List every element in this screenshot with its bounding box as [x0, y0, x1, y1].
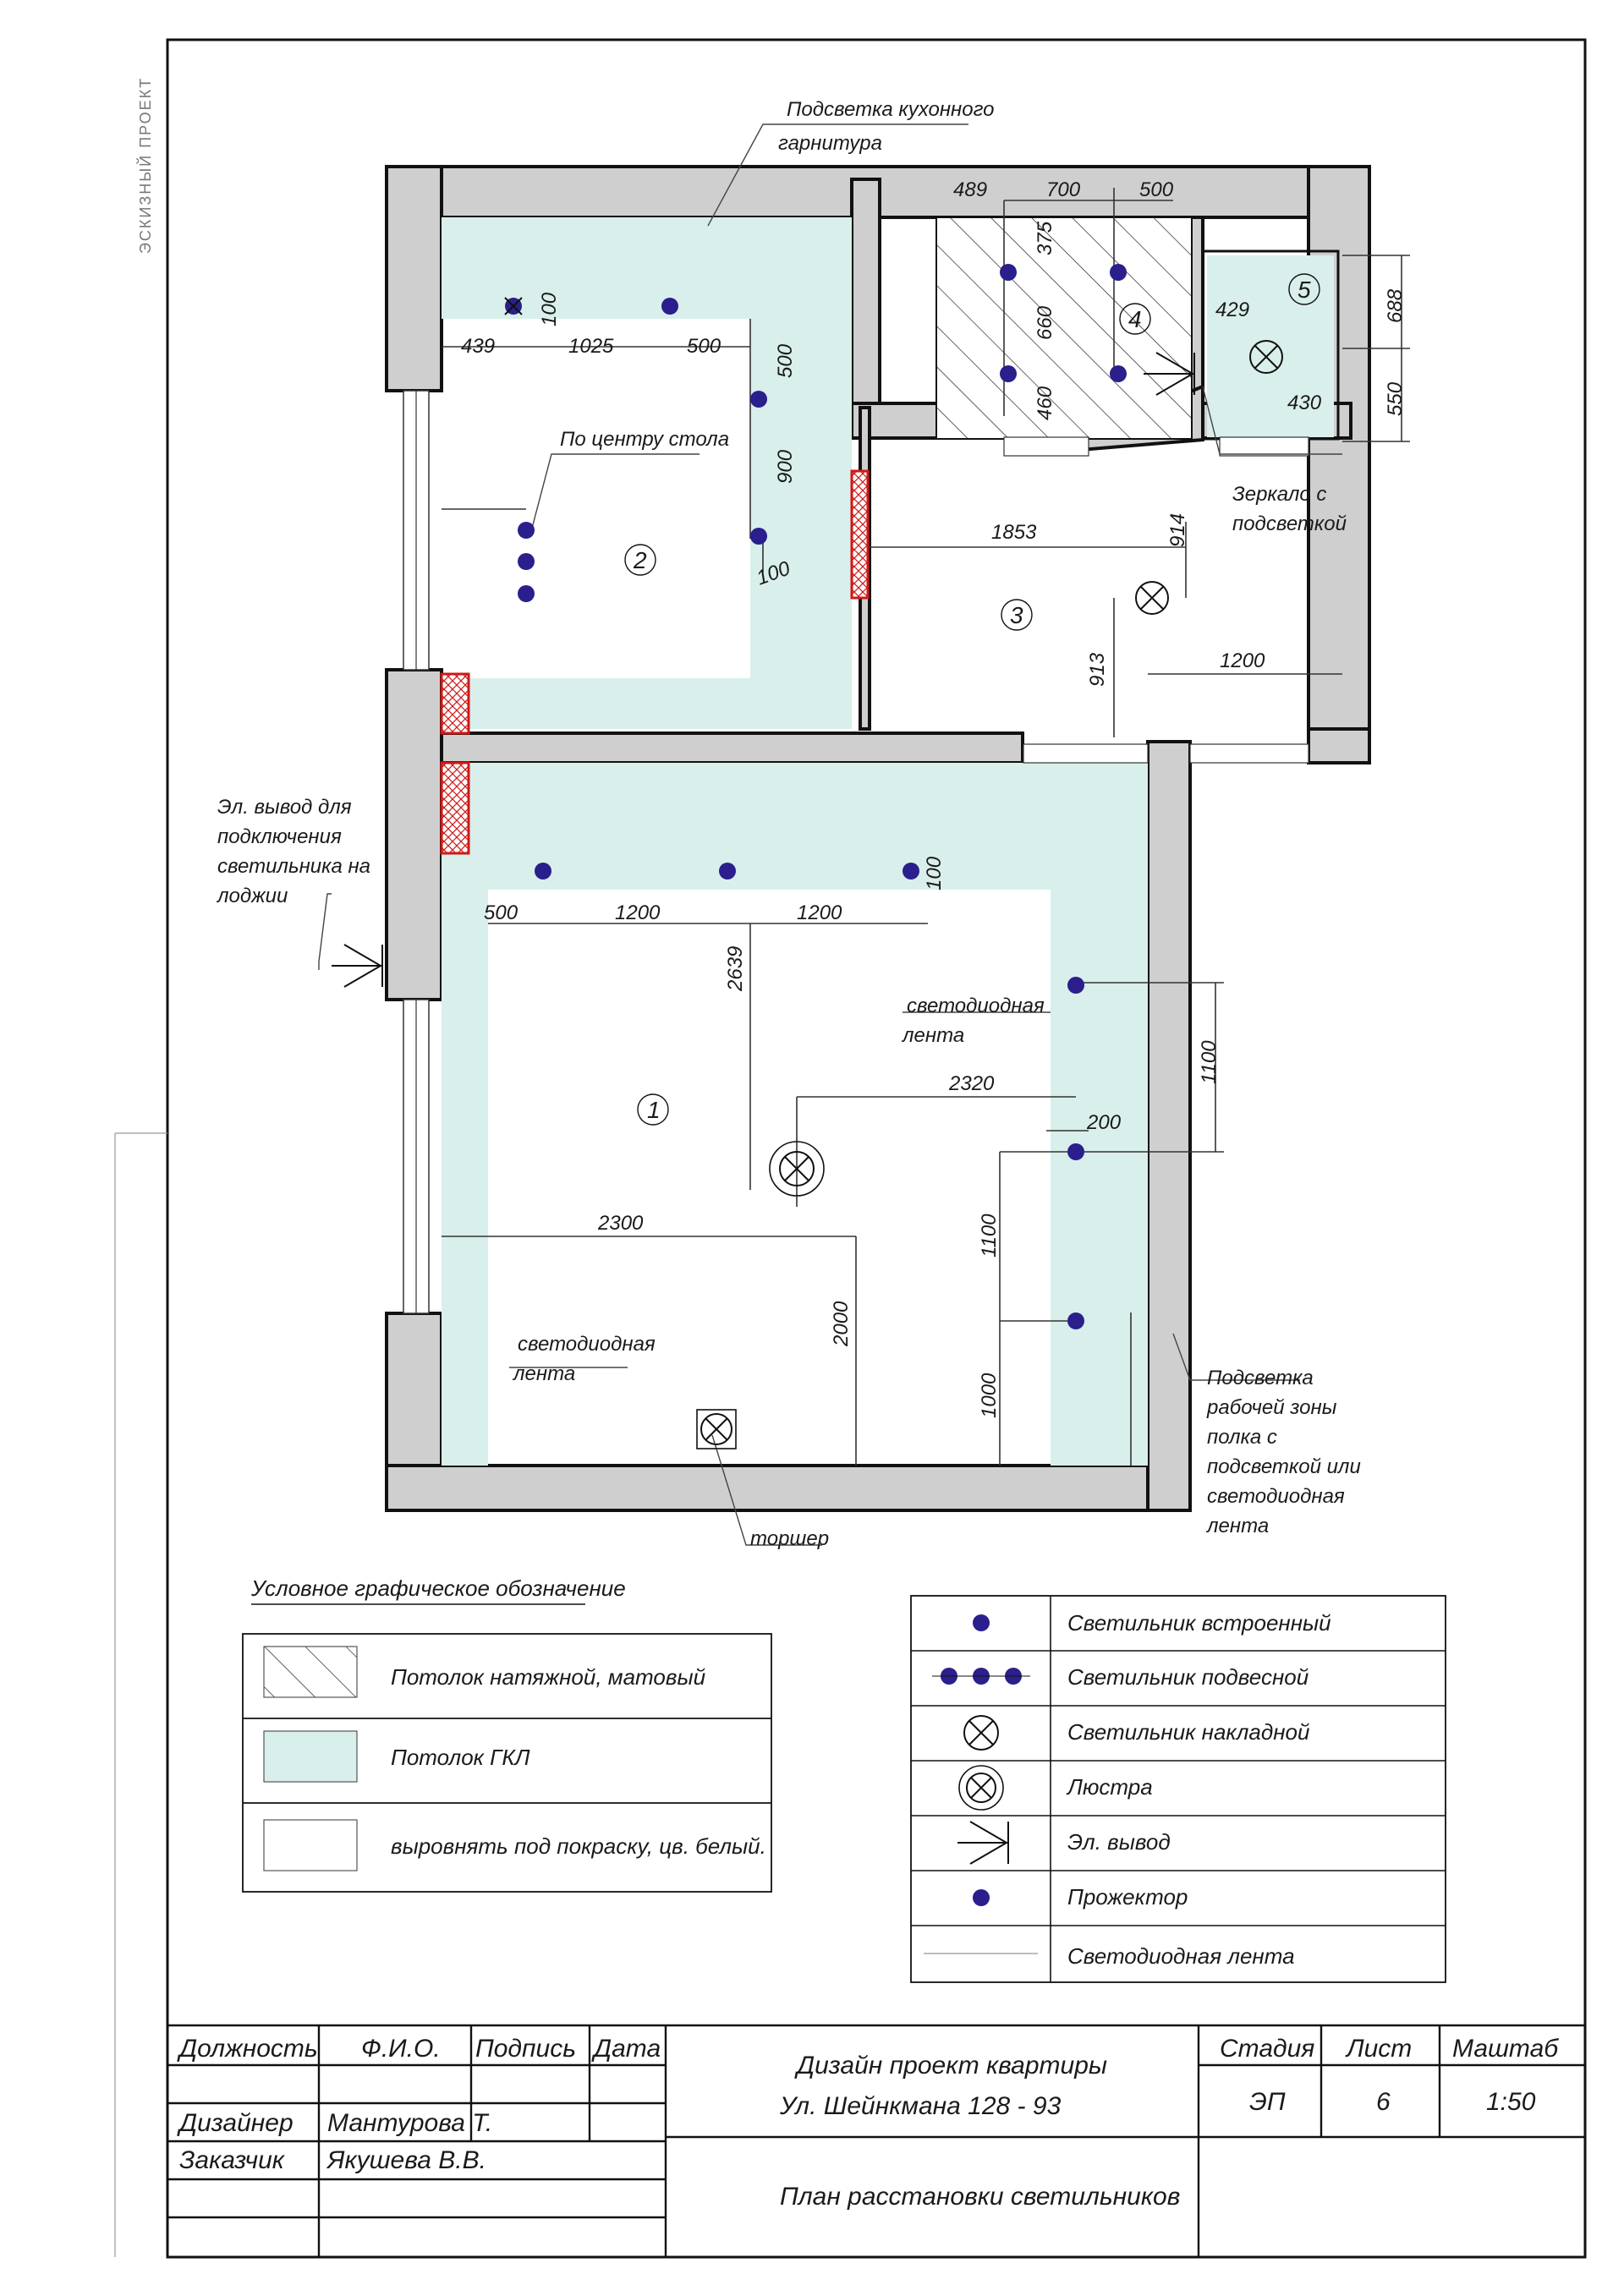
- legend-stretch: Потолок натяжной, матовый: [391, 1664, 706, 1690]
- tb-scale-header: Маштаб: [1452, 2035, 1559, 2063]
- dim: 100: [538, 292, 561, 326]
- tb-sheet-title: План расстановки светильников: [780, 2183, 1181, 2211]
- legend-recessed-icon: [973, 1614, 990, 1631]
- legend-el-output: Эл. вывод: [1067, 1829, 1171, 1855]
- dim: 100: [753, 556, 793, 590]
- legend-right-table: [911, 1596, 1446, 1982]
- dim: 700: [1046, 178, 1081, 201]
- spot: [903, 863, 919, 879]
- note-work-zone-2: рабочей зоны: [1207, 1396, 1337, 1419]
- dim: 439: [461, 335, 496, 358]
- dim: 1200: [1220, 649, 1265, 672]
- dim: 1100: [1198, 1040, 1221, 1084]
- spot: [1067, 1312, 1084, 1329]
- spot: [1000, 365, 1017, 382]
- tb-project-line-1: Дизайн проект квартиры: [797, 2052, 1107, 2080]
- room-5-label: 5: [1298, 277, 1311, 303]
- note-el-output-3: светильника на: [217, 855, 371, 878]
- note-work-zone-4: подсветкой или: [1207, 1455, 1361, 1478]
- spot: [719, 863, 736, 879]
- spot: [1110, 264, 1127, 281]
- note-el-output: Эл. вывод для: [217, 796, 352, 819]
- dim: 500: [774, 343, 797, 378]
- note-work-zone-6: лента: [1207, 1515, 1270, 1537]
- tb-stage: ЭП: [1249, 2088, 1286, 2116]
- dim: 500: [484, 901, 518, 924]
- dim: 375: [1034, 221, 1056, 255]
- legend-projector: Прожектор: [1067, 1884, 1188, 1910]
- spot: [750, 391, 767, 408]
- note-el-output-2: подключения: [217, 825, 342, 848]
- legend-title: Условное графическое обозначение: [251, 1575, 626, 1601]
- legend-pendant: Светильник подвесной: [1067, 1664, 1309, 1690]
- spot: [1000, 264, 1017, 281]
- dim: 100: [923, 856, 946, 890]
- legend: [243, 1575, 1446, 1982]
- legend-recessed: Светильник встроенный: [1067, 1610, 1331, 1636]
- legend-surface: Светильник накладной: [1067, 1719, 1310, 1745]
- dim: 550: [1384, 381, 1407, 416]
- spot: [518, 585, 535, 602]
- spot: [1067, 1143, 1084, 1160]
- note-led-2b: лента: [513, 1362, 576, 1385]
- dim: 460: [1034, 386, 1056, 420]
- legend-surface-icon: [964, 1716, 998, 1750]
- tb-header-date: Дата: [594, 2035, 661, 2063]
- dim: 1853: [991, 521, 1037, 544]
- vent-2: [442, 674, 469, 733]
- note-work-zone-5: светодиодная: [1207, 1485, 1345, 1508]
- dim: 429: [1215, 299, 1250, 321]
- dim: 660: [1034, 305, 1056, 340]
- tb-header-name: Ф.И.О.: [361, 2035, 441, 2063]
- legend-paint: выровнять под покраску, цв. белый.: [391, 1833, 766, 1859]
- dim: 913: [1086, 652, 1109, 687]
- note-led-1: светодиодная: [907, 995, 1045, 1017]
- room-1-label: 1: [647, 1097, 661, 1123]
- tb-scale: 1:50: [1486, 2088, 1536, 2116]
- tb-role-designer: Дизайнер: [179, 2109, 294, 2137]
- note-work-zone-3: полка с: [1207, 1426, 1277, 1449]
- vent-1: [852, 471, 868, 598]
- side-label: ЭСКИЗНЫЙ ПРОЕКТ: [137, 76, 154, 254]
- dim: 500: [687, 335, 721, 358]
- tb-header-position: Должность: [179, 2035, 318, 2063]
- torchere-symbol: [697, 1410, 736, 1449]
- note-kitchen-light: Подсветка кухонного: [787, 98, 995, 121]
- tb-sheet: 6: [1376, 2088, 1391, 2116]
- stretch-ceiling-bath: [936, 217, 1192, 439]
- spot: [1067, 977, 1084, 994]
- legend-projector-icon: [973, 1889, 990, 1906]
- dim: 1000: [978, 1373, 1001, 1418]
- note-led-2: светодиодная: [518, 1333, 656, 1356]
- dim: 2320: [949, 1072, 995, 1095]
- title-block: [167, 2025, 1585, 2257]
- spot: [518, 553, 535, 570]
- spot: [750, 528, 767, 545]
- note-table-center: По центру стола: [560, 428, 730, 451]
- dim: 2639: [724, 945, 747, 991]
- legend-chandelier-icon: [959, 1766, 1003, 1810]
- note-work-zone: Подсветка: [1207, 1367, 1314, 1389]
- tb-project-line-2: Ул. Шейнкмана 128 - 93: [780, 2092, 1062, 2120]
- dim: 500: [1139, 178, 1174, 201]
- legend-gkl: Потолок ГКЛ: [391, 1745, 530, 1770]
- spot: [518, 522, 535, 539]
- spot: [505, 298, 522, 315]
- floor-plan: [216, 98, 1410, 1550]
- spot: [535, 863, 551, 879]
- legend-el-output-icon: [957, 1822, 1008, 1864]
- legend-chandelier: Люстра: [1067, 1774, 1153, 1800]
- surface-fixture-hall: [1136, 582, 1168, 614]
- dim: 900: [774, 449, 797, 484]
- note-mirror-2: подсветкой: [1232, 512, 1347, 535]
- dim: 489: [953, 178, 988, 201]
- dim: 1200: [797, 901, 842, 924]
- dim: 2000: [830, 1301, 853, 1346]
- dim: 1200: [615, 901, 661, 924]
- dim: 2300: [598, 1212, 644, 1235]
- tb-header-signature: Подпись: [475, 2035, 576, 2063]
- legend-left-table: [243, 1634, 771, 1892]
- dim: 1025: [568, 335, 614, 358]
- room-4-label: 4: [1128, 306, 1142, 332]
- spot: [1110, 365, 1127, 382]
- room-2-label: 2: [634, 547, 647, 573]
- tb-sheet-header: Лист: [1347, 2035, 1413, 2063]
- dim: 688: [1384, 288, 1407, 323]
- tb-stage-header: Стадия: [1220, 2035, 1315, 2063]
- legend-led: Светодиодная лента: [1067, 1943, 1295, 1969]
- tb-name-client: Якушева В.В.: [327, 2146, 486, 2174]
- note-kitchen-light-2: гарнитура: [778, 132, 882, 155]
- note-torchere: торшер: [750, 1527, 830, 1550]
- dim: 914: [1166, 512, 1189, 547]
- room-3-label: 3: [1010, 602, 1023, 628]
- tb-name-designer: Мантурова Т.: [327, 2109, 493, 2137]
- dim: 200: [1087, 1111, 1122, 1134]
- dim: 1100: [978, 1214, 1001, 1258]
- legend-pendant-icon: [932, 1668, 1030, 1685]
- dim: 430: [1287, 392, 1322, 414]
- vent-3: [442, 763, 469, 853]
- spot: [661, 298, 678, 315]
- note-el-output-4: лоджии: [217, 885, 288, 907]
- tb-role-client: Заказчик: [179, 2146, 284, 2174]
- note-mirror: Зеркало с: [1232, 483, 1327, 506]
- note-led-1b: лента: [903, 1024, 965, 1047]
